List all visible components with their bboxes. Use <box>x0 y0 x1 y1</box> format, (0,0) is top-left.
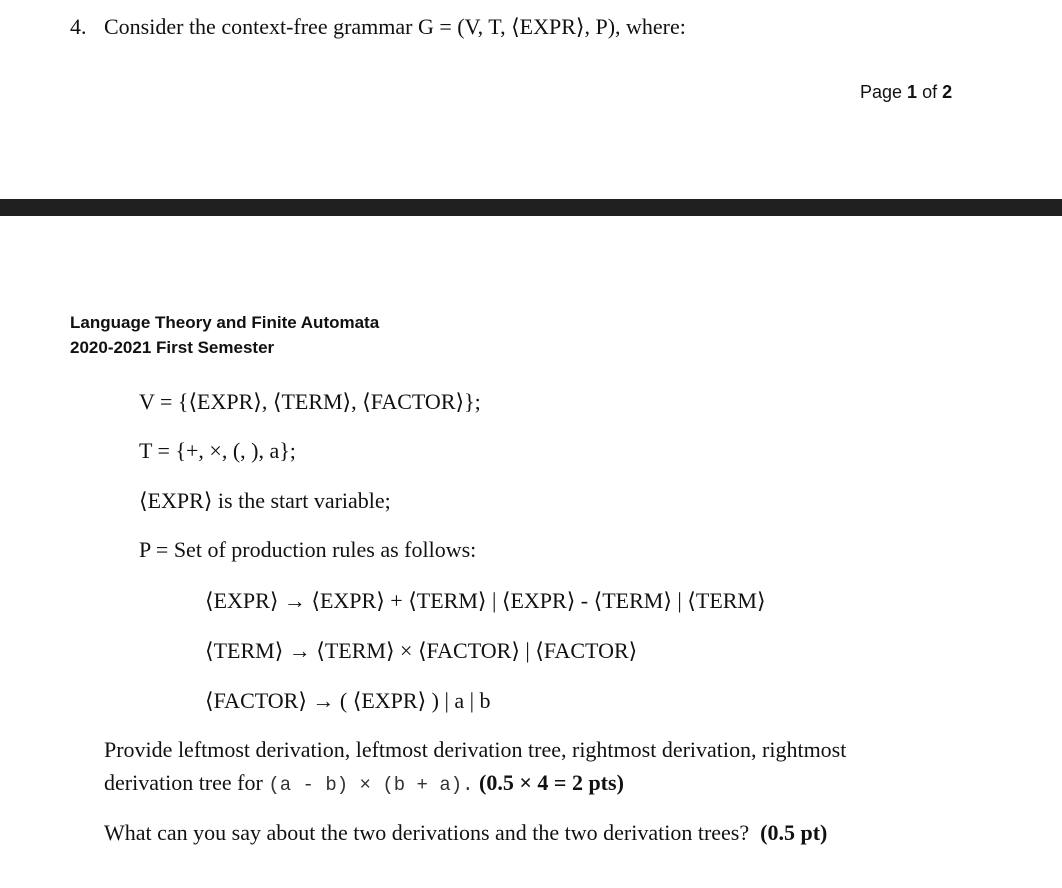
course-title: Language Theory and Finite Automata <box>70 313 380 332</box>
task-instruction-line1: Provide leftmost derivation, leftmost derivation tree, rightmost derivation, rightmost <box>104 737 847 762</box>
question2-text: What can you say about the two derivations and the two derivation trees? <box>104 820 750 845</box>
task-points: (0.5 × 4 = 2 pts) <box>479 770 624 795</box>
task-instruction-line2 <box>104 770 624 796</box>
production-rule-term: ⟨TERM⟩ → ⟨TERM⟩ × ⟨FACTOR⟩ | ⟨FACTOR⟩ <box>205 638 638 663</box>
page-total: 2 <box>942 82 953 102</box>
start-variable-definition: ⟨EXPR⟩ is the start variable; <box>139 488 391 513</box>
question-number: 4. <box>70 14 87 39</box>
semester-label: 2020-2021 First Semester <box>70 338 275 357</box>
page-middle: of <box>917 82 943 102</box>
page-prefix: Page <box>860 82 908 102</box>
page-divider <box>0 199 1062 216</box>
terminals-definition: T = {+, ×, (, ), a}; <box>139 438 296 463</box>
variables-definition: V = {⟨EXPR⟩, ⟨TERM⟩, ⟨FACTOR⟩}; <box>139 389 481 414</box>
production-rule-factor: ⟨FACTOR⟩ → ( ⟨EXPR⟩ ) | a | b <box>205 688 491 713</box>
production-rule-expr: ⟨EXPR⟩ → ⟨EXPR⟩ + ⟨TERM⟩ | ⟨EXPR⟩ - ⟨TERM⟩ | ⟨TERM⟩ <box>205 588 766 613</box>
page-indicator <box>860 82 952 103</box>
task-question2 <box>104 820 827 846</box>
productions-intro: P = Set of production rules as follows: <box>139 537 477 562</box>
question2-points: (0.5 pt) <box>760 820 828 845</box>
task-line2-prefix: derivation tree for <box>104 770 269 795</box>
target-expression: (a - b) × (b + a). <box>268 774 474 796</box>
question-header <box>70 14 686 40</box>
page-current: 1 <box>907 82 918 102</box>
question-text: Consider the context-free grammar G = (V, T, ⟨EXPR⟩, P), where: <box>104 14 686 39</box>
